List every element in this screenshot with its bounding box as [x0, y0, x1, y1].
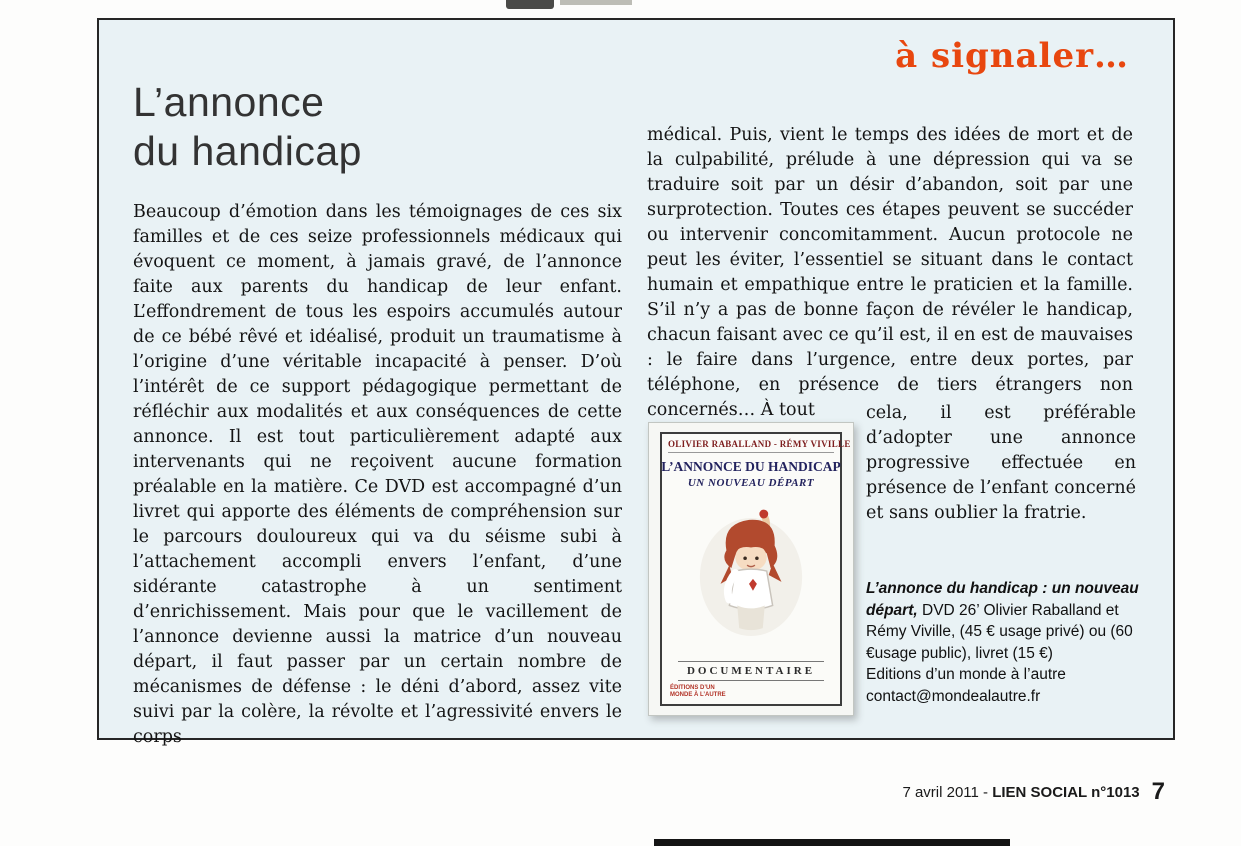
caption-details: DVD 26’ Olivier Raballand et Rémy Viville, (45 € usage privé) ou (60 €usage public), livret (15 €) [866, 601, 1133, 662]
dvd-publisher-logo: ÉDITIONS D’UN MONDE À L’AUTRE [670, 685, 726, 698]
scan-artifact-top [506, 0, 554, 9]
dvd-genre-label: DOCUMENTAIRE [678, 661, 824, 681]
caption-publisher: Editions d’un monde à l’autre [866, 666, 1066, 683]
article-title [133, 78, 362, 176]
dvd-title: L’ANNONCE DU HANDICAP [661, 459, 841, 474]
caption-email: contact@mondealautre.fr [866, 687, 1041, 705]
dvd-subtitle: UN NOUVEAU DÉPART [687, 477, 815, 489]
scan-artifact-top-2 [560, 0, 632, 5]
article-frame [97, 18, 1175, 747]
article-body-right-column: médical. Puis, vient le temps des idées de mort et de la culpabilité, prélude à une dépression qui va se traduire soit par un désir d’abandon, soit par une surprotection. Toutes ces étapes peuvent se succéder ou intervenir concomitamment. Aucun protocole ne peut les éviter, l’essentiel se situant dans le contact humain et empathique entre le praticien et la famille. S’il n’y a pas de bonne façon de révéler le handicap, chacun faisant avec ce qu’il est, il en est de mauvaises : le faire dans l’urgence, entre deux portes, par téléphone, en présence de tiers étrangers non concernés… À tout [647, 125, 1133, 420]
section-header: à signaler… [895, 36, 1129, 76]
footer-date: 7 avril 2011 - [902, 784, 993, 801]
page-footer [902, 778, 1165, 806]
article-title-line1: L’annonce [133, 79, 325, 125]
caption-title: L’annonce du handicap : un nouveau départ, [866, 580, 1139, 619]
article-body-left-column: Beaucoup d’émotion dans les témoignages de ces six familles et de ces seize professionnels médicaux qui évoquent ce moment, à jamais gravé, de l’annonce faite aux parents du handicap de leur enfant. L’effondrement de tous les espoirs accumulés autour de ce bébé rêvé et idéalisé, produit un traumatisme à l’origine d’une véritable incapacité à penser. D’où l’intérêt de ce support pédagogique permettant de réfléchir aux modalités et aux conséquences de cette annonce. Il est tout particulièrement adapté aux intervenants qui ne reçoivent aucune formation préalable en la matière. Ce DVD est accompagné d’un livret qui apporte des éléments de compréhension sur le parcours douloureux qui va du séisme subi à l’attachement accompli envers l’enfant, d’une sidérante catastrophe à un sentiment d’enrichissement. Mais pour que le vacillement de l’annonce devienne aussi la matrice d’un nouveau départ, il faut passer par un certain nombre de mécanismes de défense : le déni d’abord, assez vite suivi par la colère, la révolte et l’agressivité envers le corps [133, 202, 622, 747]
article-title-line2: du handicap [133, 128, 362, 174]
footer-page-number: 7 [1151, 778, 1165, 805]
dvd-cover-inner [660, 432, 851, 706]
scan-artifact-bottom [654, 839, 1010, 846]
dvd-caption [866, 578, 1140, 707]
article-body-wrap-column: cela, il est préférable d’adopter une annonce progressive effectuée en présence de l’enfant concerné et sans oublier la fratrie. [866, 403, 1136, 523]
dvd-authors: OLIVIER RABALLAND - RÉMY VIVILLE [668, 439, 834, 453]
dvd-cover [648, 422, 854, 716]
dvd-girl-illustration [668, 489, 834, 661]
footer-magazine-name: LIEN SOCIAL n°1013 [992, 784, 1140, 801]
